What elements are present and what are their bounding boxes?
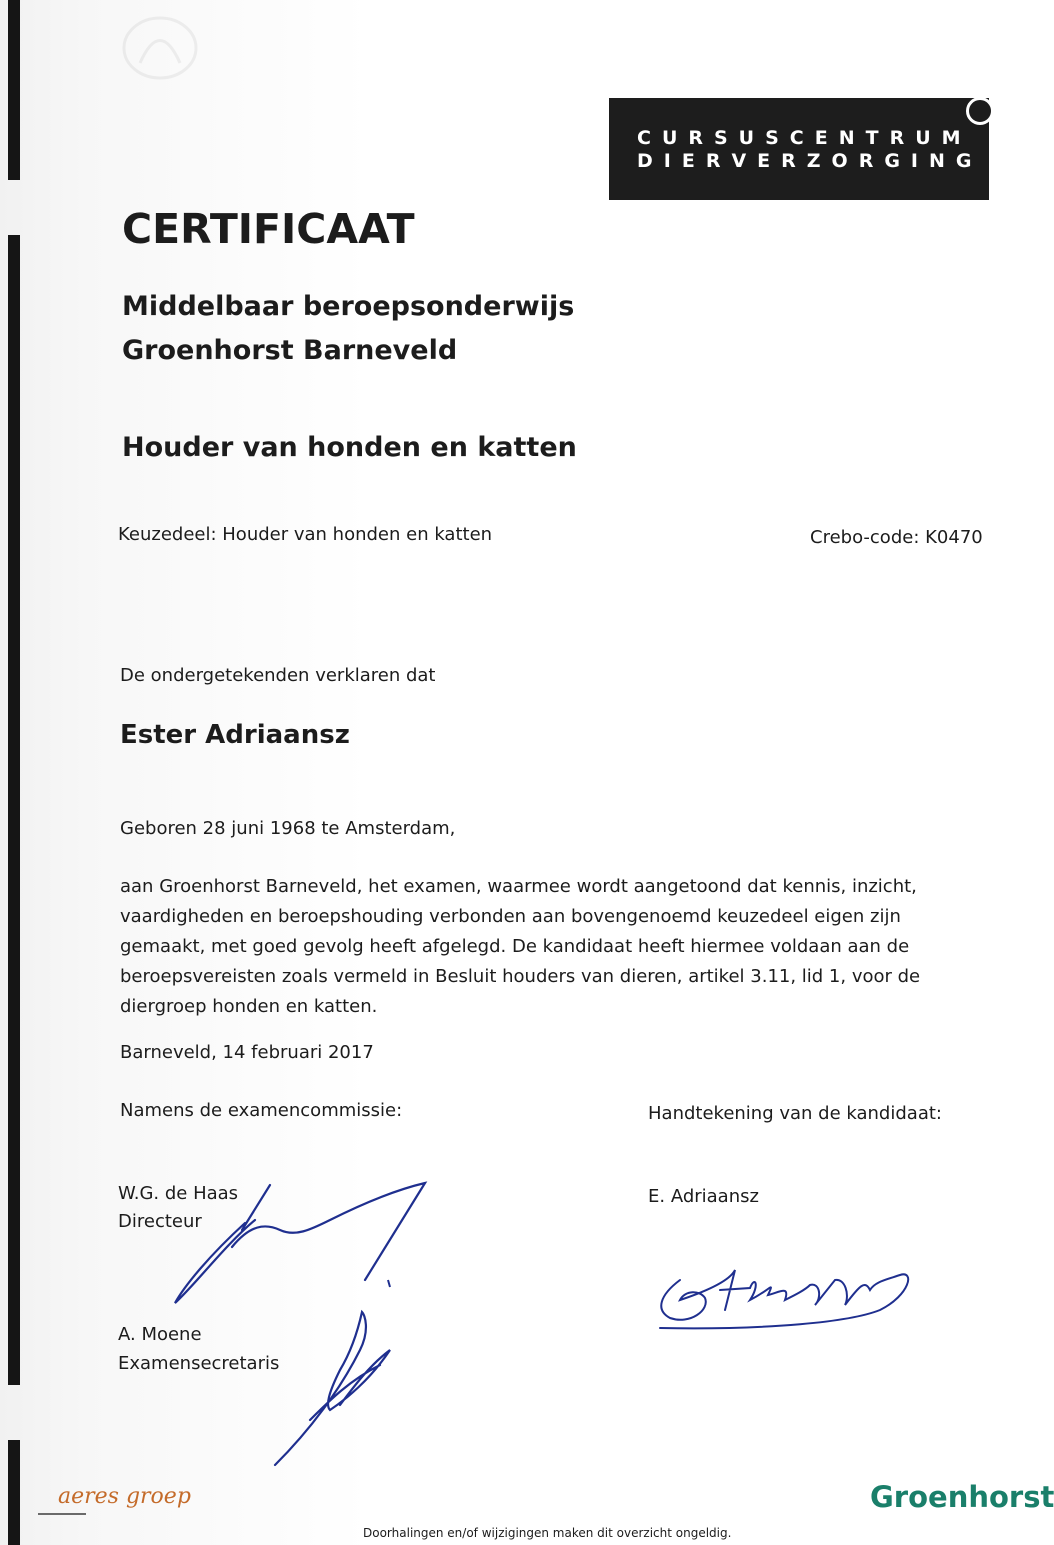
footer-note: Doorhalingen en/of wijzigingen maken dit overzicht ongeldig.: [363, 1526, 732, 1540]
paragraph-line: diergroep honden en katten.: [120, 996, 378, 1017]
aeres-groep-logo: aeres groep: [58, 1484, 191, 1509]
signer-1-name: W.G. de Haas: [118, 1183, 239, 1204]
groenhorst-logo: Groenhorst: [870, 1480, 1054, 1514]
paragraph-line: vaardigheden en beroepshouding verbonden aan bovengenoemd keuzedeel eigen zijn: [120, 906, 901, 927]
logo-line-2: DIERVERZORGING: [637, 150, 983, 172]
signer-2-name: A. Moene: [118, 1324, 202, 1345]
certificate-paragraph: [120, 872, 970, 1022]
certificate-title: CERTIFICAAT: [122, 205, 415, 253]
signature-director-icon: [170, 1175, 440, 1305]
declaration-text: De ondergetekenden verklaren dat: [120, 665, 436, 686]
embossed-seal-icon: [110, 8, 210, 88]
binder-edge: [8, 1440, 20, 1545]
candidate-signature-label: Handtekening van de kandidaat:: [648, 1103, 942, 1124]
logo-line-1: CURSUSCENTRUM: [637, 127, 972, 149]
binder-edge: [8, 235, 20, 1385]
signer-2-role: Examensecretaris: [118, 1353, 280, 1374]
aeres-underline: [38, 1513, 86, 1515]
place-date: Barneveld, 14 februari 2017: [120, 1042, 374, 1063]
paragraph-line: aan Groenhorst Barneveld, het examen, waarmee wordt aangetoond dat kennis, inzicht,: [120, 876, 917, 897]
signature-candidate-icon: [650, 1250, 950, 1335]
program-title: Houder van honden en katten: [122, 432, 577, 463]
birth-info: Geboren 28 juni 1968 te Amsterdam,: [120, 818, 456, 839]
keuzedeel-label: Keuzedeel: Houder van honden en katten: [118, 524, 493, 545]
binder-edge: [8, 0, 20, 180]
signer-1-role: Directeur: [118, 1211, 202, 1232]
committee-label: Namens de examencommissie:: [120, 1100, 403, 1121]
crebo-code: Crebo-code: K0470: [810, 527, 983, 548]
subtitle-line-2: Groenhorst Barneveld: [122, 335, 458, 366]
candidate-short-name: E. Adriaansz: [648, 1186, 759, 1207]
signature-secretary-icon: [270, 1310, 400, 1470]
subtitle-line-1: Middelbaar beroepsonderwijs: [122, 291, 575, 322]
paragraph-line: beroepsvereisten zoals vermeld in Besluit houders van dieren, artikel 3.11, lid 1, voor de: [120, 966, 921, 987]
cursuscentrum-logo: [609, 98, 989, 200]
paragraph-line: gemaakt, met goed gevolg heeft afgelegd. De kandidaat heeft hiermee voldaan aan de: [120, 936, 910, 957]
logo-dot-icon: [966, 97, 994, 125]
candidate-name: Ester Adriaansz: [120, 720, 350, 750]
